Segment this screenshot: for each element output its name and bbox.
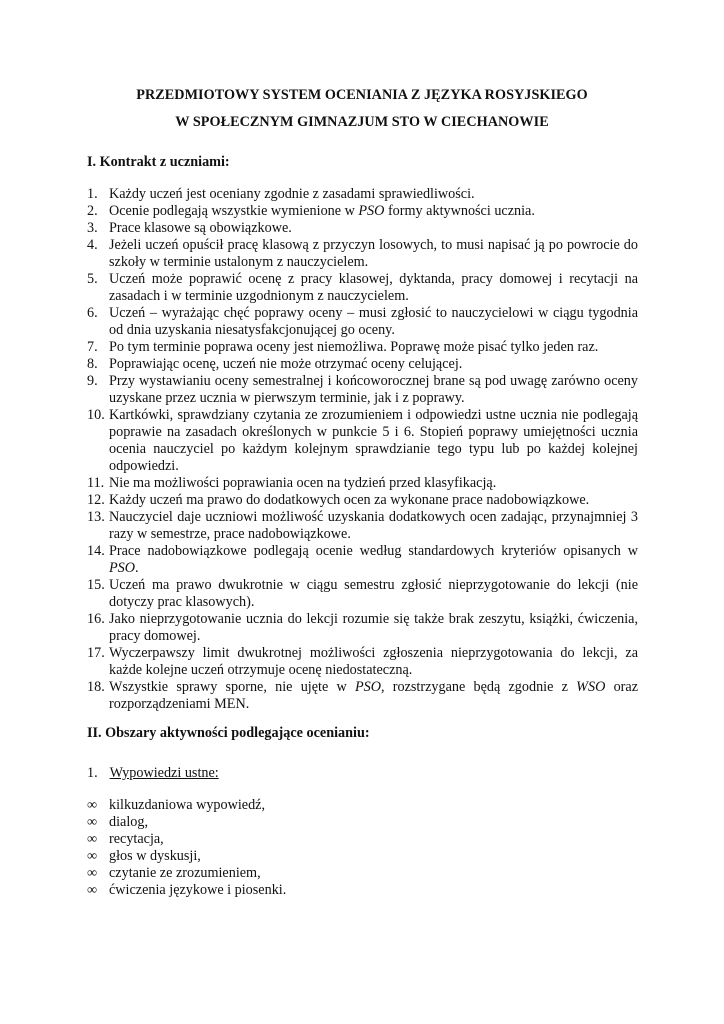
contract-item-text: Jako nieprzygotowanie ucznia do lekcji rozumie się także brak zeszytu, książki, ćwiczenia, pracy domowej. [109,611,638,644]
list-item [87,814,286,831]
contract-item-text: Wszystkie sprawy sporne, nie ujęte w [109,679,355,695]
contract-item-text: , rozstrzygane będą zgodnie z [381,679,577,695]
contract-item [87,679,638,713]
contract-item-text: Kartkówki, sprawdziany czytania ze zrozumieniem i odpowiedzi ustne ucznia nie podlegają poprawie na zasadach określonych w punkcie 5 i 6. Stopień poprawy umiejętności ucznia ocenia nauczyciel po każdym kolejnym sprawdzianie tego typu lub po każdej kolejnej odpowiedzi. [109,407,638,474]
contract-item-text: Prace nadobowiązkowe podlegają ocenie według standardowych kryteriów opisanych w [109,543,638,559]
contract-item-text: Ocenie podlegają wszystkie wymienione w [109,203,359,219]
contract-item-number: 5. [87,271,98,287]
section-2-heading: II. Obszary aktywności podlegające ocenianiu: [87,725,370,741]
contract-item [87,339,638,356]
document-abbreviation: WSO [576,679,606,695]
list-item-text: recytacja, [109,831,164,847]
document-abbreviation: PSO [109,560,136,576]
contract-item [87,203,638,220]
contract-item [87,509,638,543]
contract-item-number: 13. [87,509,105,525]
contract-item [87,186,638,203]
document-title-line-1: PRZEDMIOTOWY SYSTEM OCENIANIA Z JĘZYKA ROSYJSKIEGO [136,87,588,103]
infinity-bullet-icon: ∞ [87,814,98,830]
contract-item [87,577,638,611]
subsection-oral-answers [87,765,219,782]
contract-item-number: 7. [87,339,98,355]
contract-item-number: 18. [87,679,105,695]
contract-item [87,237,638,271]
document-abbreviation: PSO [354,679,381,695]
contract-item-number: 12. [87,492,105,508]
oral-forms-list [87,797,286,899]
subsection-number: 1. [87,765,98,781]
contract-item-number: 4. [87,237,98,253]
contract-item [87,611,638,645]
contract-item [87,373,638,407]
contract-item-number: 17. [87,645,105,661]
contract-item-text: Uczeń ma prawo dwukrotnie w ciągu semestru zgłosić nieprzygotowanie do lekcji (nie dotyczy prac klasowych). [109,577,638,610]
contract-item-text: Przy wystawianiu oceny semestralnej i końcoworocznej brane są pod uwagę zarówno oceny uzyskane przez ucznia w pierwszym terminie, jak i z poprawy. [109,373,638,406]
list-item-text: kilkuzdaniowa wypowiedź, [109,797,266,813]
contract-item-number: 6. [87,305,98,321]
contract-item [87,271,638,305]
contract-item-text: Jeżeli uczeń opuścił pracę klasową z przyczyn losowych, to musi napisać ją po powrocie do szkoły w terminie ustalonym z nauczycielem. [109,237,638,270]
contract-item-text: oraz rozporządzeniami MEN. [109,679,638,712]
contract-item-text: . [135,560,139,576]
contract-item-number: 11. [87,475,105,491]
contract-item-number: 14. [87,543,105,559]
list-item-text: głos w dyskusji, [109,848,201,864]
document-title-line-2: W SPOŁECZNYM GIMNAZJUM STO W CIECHANOWIE [175,114,549,130]
contract-item-text: Nie ma możliwości poprawiania ocen na tydzień przed klasyfikacją. [109,475,497,491]
document-abbreviation: PSO [358,203,385,219]
contract-item-number: 1. [87,186,98,202]
contract-item-number: 16. [87,611,105,627]
contract-item-text: Każdy uczeń ma prawo do dodatkowych ocen za wykonane prace nadobowiązkowe. [109,492,590,508]
list-item [87,848,286,865]
contract-item-number: 9. [87,373,98,389]
contract-item-text: Wyczerpawszy limit dwukrotnej możliwości zgłoszenia nieprzygotowania do lekcji, za każde kolejne uczeń otrzymuje ocenę niedostateczną. [109,645,638,678]
contract-item-text: formy aktywności ucznia. [384,203,535,219]
contract-item-text: Każdy uczeń jest oceniany zgodnie z zasadami sprawiedliwości. [109,186,475,202]
contract-item-text: Uczeń może poprawić ocenę z pracy klasowej, dyktanda, pracy domowej i recytacji na zasadach i w terminie uzgodnionym z nauczycielem. [109,271,638,304]
list-item-text: ćwiczenia językowe i piosenki. [109,882,287,898]
contract-item-text: Prace klasowe są obowiązkowe. [109,220,292,236]
contract-item [87,492,638,509]
infinity-bullet-icon: ∞ [87,882,98,898]
list-item [87,797,286,814]
contract-item-text: Nauczyciel daje uczniowi możliwość uzyskania dodatkowych ocen zadając, przynajmniej 3 razy w semestrze, prace nadobowiązkowe. [109,509,638,542]
list-item-text: dialog, [109,814,149,830]
infinity-bullet-icon: ∞ [87,865,98,881]
contract-item [87,407,638,475]
infinity-bullet-icon: ∞ [87,831,98,847]
contract-item [87,356,638,373]
contract-item [87,475,638,492]
contract-item [87,305,638,339]
contract-item-number: 8. [87,356,98,372]
contract-item [87,645,638,679]
contract-item-number: 3. [87,220,98,236]
list-item [87,882,286,899]
subsection-label: Wypowiedzi ustne: [109,765,219,781]
contract-item-number: 10. [87,407,105,423]
infinity-bullet-icon: ∞ [87,848,98,864]
contract-item [87,220,638,237]
infinity-bullet-icon: ∞ [87,797,98,813]
list-item [87,831,286,848]
contract-list [87,186,638,713]
section-1-heading: I. Kontrakt z uczniami: [87,154,230,170]
contract-item-text: Uczeń – wyrażając chęć poprawy oceny – musi zgłosić to nauczycielowi w ciągu tygodnia od dnia uzyskania niesatysfakcjonującej go oceny. [109,305,638,338]
contract-item-number: 15. [87,577,105,593]
contract-item-number: 2. [87,203,98,219]
list-item [87,865,286,882]
contract-item [87,543,638,577]
list-item-text: czytanie ze zrozumieniem, [109,865,261,881]
contract-item-text: Poprawiając ocenę, uczeń nie może otrzymać oceny celującej. [109,356,463,372]
contract-item-text: Po tym terminie poprawa oceny jest niemożliwa. Poprawę może pisać tylko jeden raz. [109,339,599,355]
